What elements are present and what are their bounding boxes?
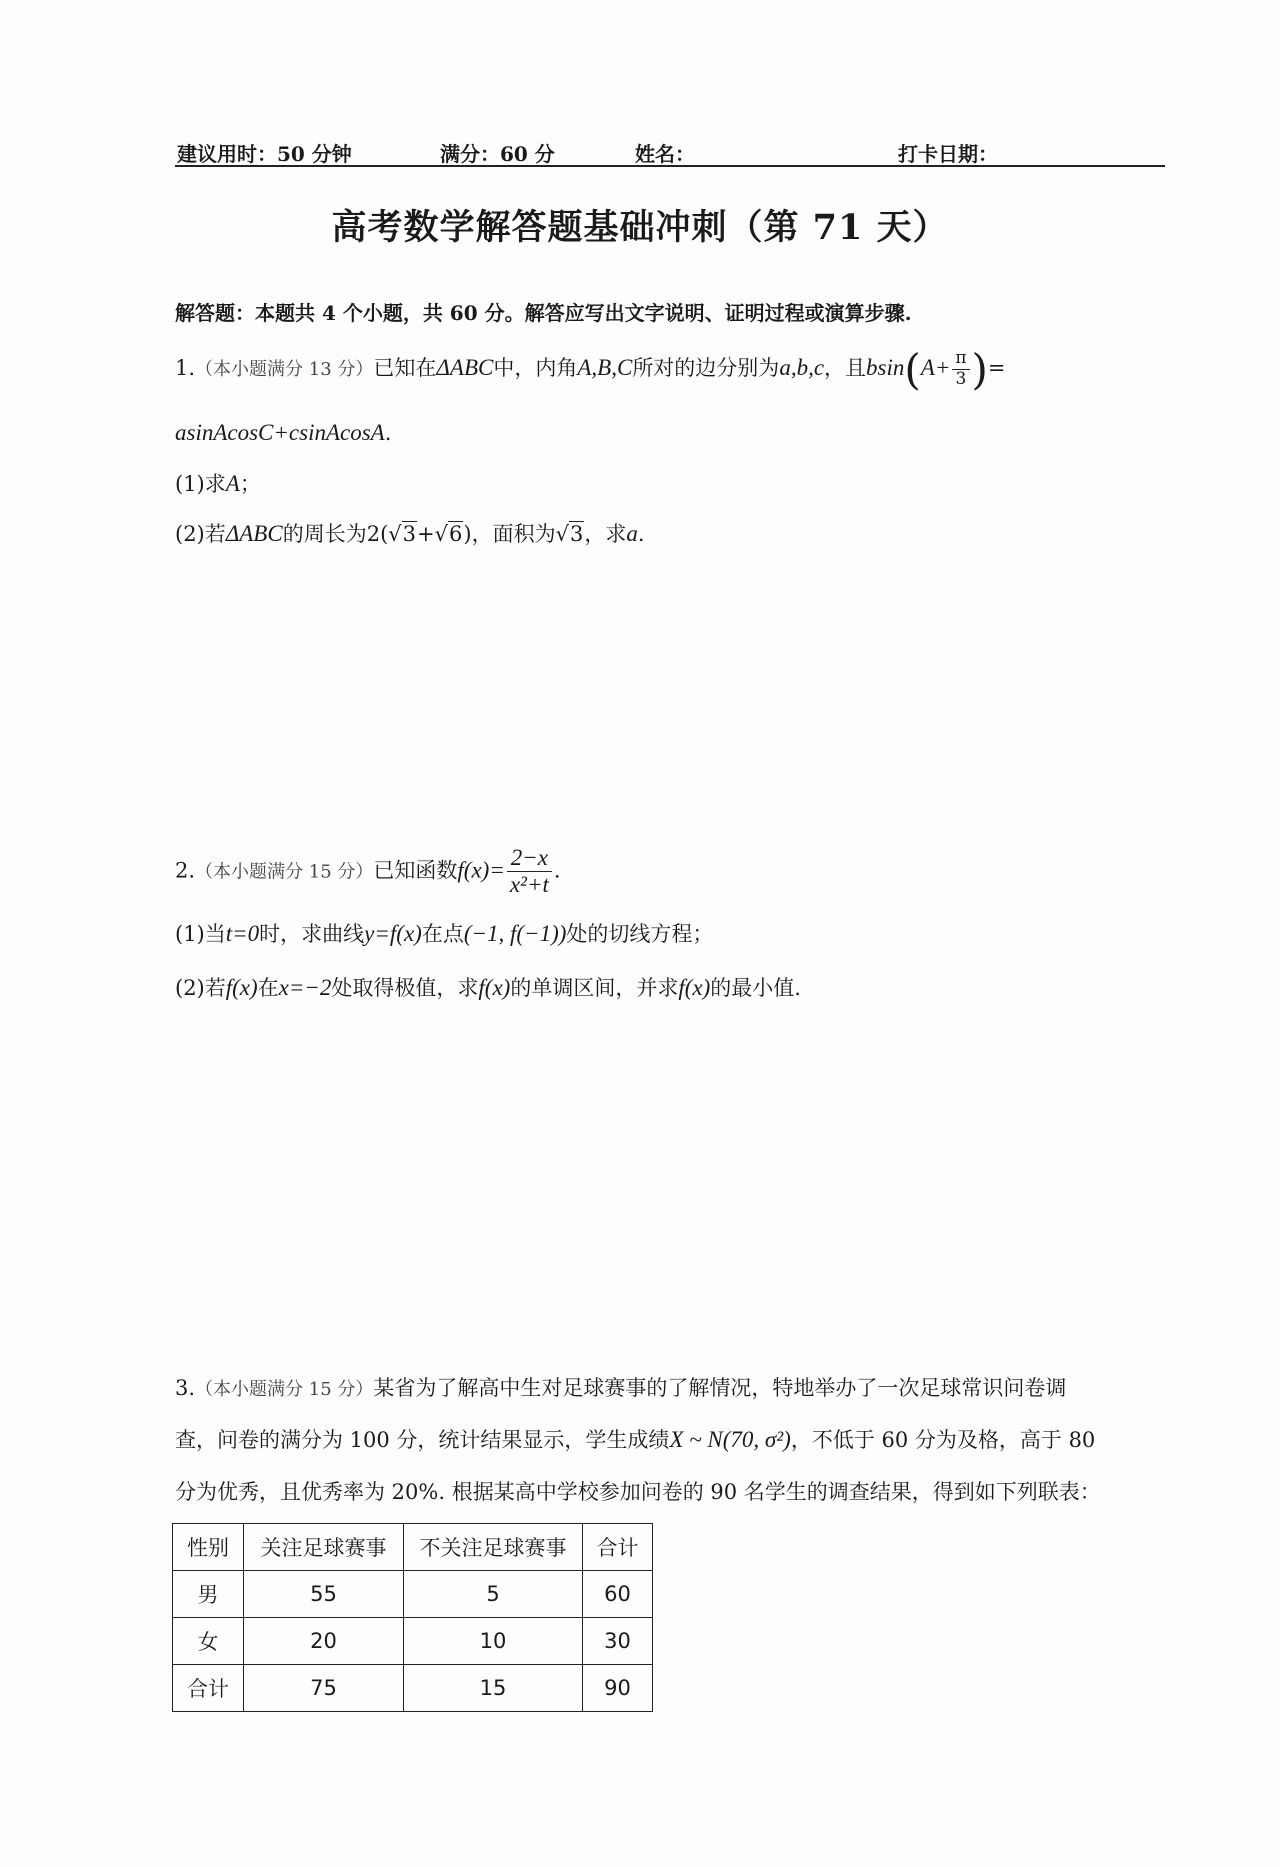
q1-stem: 1.（本小题满分 13 分）已知在ΔABC中，内角A,B,C所对的边分别为a,b,c，且bsin(A+ $\frac{\pi}{3}$ )= <box>175 345 1006 394</box>
table-cell: 20 <box>244 1618 404 1665</box>
q3-line2: 查，问卷的满分为 100 分，统计结果显示，学生成绩X ~ N(70, σ²)，不低于 60 分为及格，高于 80 <box>175 1427 1096 1452</box>
table-cell: 90 <box>583 1665 653 1712</box>
q3-meta: （本小题满分 15 分） <box>195 1379 374 1400</box>
table-cell: 10 <box>404 1618 583 1665</box>
q2-part1: (1)当t=0时，求曲线y=f(x)在点(−1, f(−1))处的切线方程； <box>175 921 714 946</box>
q1-equation-line2: asinAcosC+csinAcosA. <box>175 420 392 445</box>
table-row <box>173 1618 653 1665</box>
table-row <box>173 1571 653 1618</box>
table-cell: 女 <box>173 1618 244 1665</box>
name-field <box>635 138 813 167</box>
score-label: 满分：60 分 <box>440 142 555 166</box>
contingency-table <box>172 1523 653 1712</box>
q2-fraction: $\frac{2-x}{\text{x²+t}}$ <box>507 845 552 899</box>
page-title: 高考数学解答题基础冲刺（第 71 天） <box>331 207 949 248</box>
table-cell: 15 <box>404 1665 583 1712</box>
q3-line3: 分为优秀，且优秀率为 20%. 根据某高中学校参加问卷的 90 名学生的调查结果，得到如下列联表： <box>175 1480 1101 1504</box>
table-header-row <box>173 1524 653 1571</box>
header-rule <box>175 165 1165 167</box>
pi-over-3: $\frac{\pi}{3}$ <box>952 349 969 389</box>
q3-line1: 3.（本小题满分 15 分）某省为了解高中生对足球赛事的了解情况，特地举办了一次足球常识问卷调 <box>175 1376 1067 1400</box>
time-label: 建议用时：50 分钟 <box>177 142 352 166</box>
name-label: 姓名： <box>635 142 695 166</box>
q1-part1: (1)求A； <box>175 471 261 496</box>
table-cell: 60 <box>583 1571 653 1618</box>
table-header: 性别 <box>173 1524 244 1571</box>
q2-meta: （本小题满分 15 分） <box>195 861 374 883</box>
table-header: 关注足球赛事 <box>244 1524 404 1571</box>
q2-stem: 2.（本小题满分 15 分）已知函数f(x)= $\frac{2-x}{\text{x²+t}}$ . <box>175 845 561 898</box>
table-cell: 55 <box>244 1571 404 1618</box>
date-label: 打卡日期： <box>898 142 998 166</box>
date-field <box>898 138 1116 167</box>
table-cell: 75 <box>244 1665 404 1712</box>
q1-meta: （本小题满分 13 分） <box>195 359 374 380</box>
table-cell: 合计 <box>173 1665 244 1712</box>
table-row <box>173 1665 653 1712</box>
q2-part2: (2)若f(x)在x=−2处取得极值，求f(x)的单调区间，并求f(x)的最小值. <box>175 975 801 1000</box>
table-cell: 5 <box>404 1571 583 1618</box>
q1-part2: (2)若ΔABC的周长为2(√3+√6)，面积为√3，求a. <box>175 521 645 546</box>
table-header: 不关注足球赛事 <box>404 1524 583 1571</box>
instructions: 解答题：本题共 4 个小题，共 60 分。解答应写出文字说明、证明过程或演算步骤. <box>175 301 912 325</box>
table-cell: 男 <box>173 1571 244 1618</box>
table-cell: 30 <box>583 1618 653 1665</box>
table-header: 合计 <box>583 1524 653 1571</box>
